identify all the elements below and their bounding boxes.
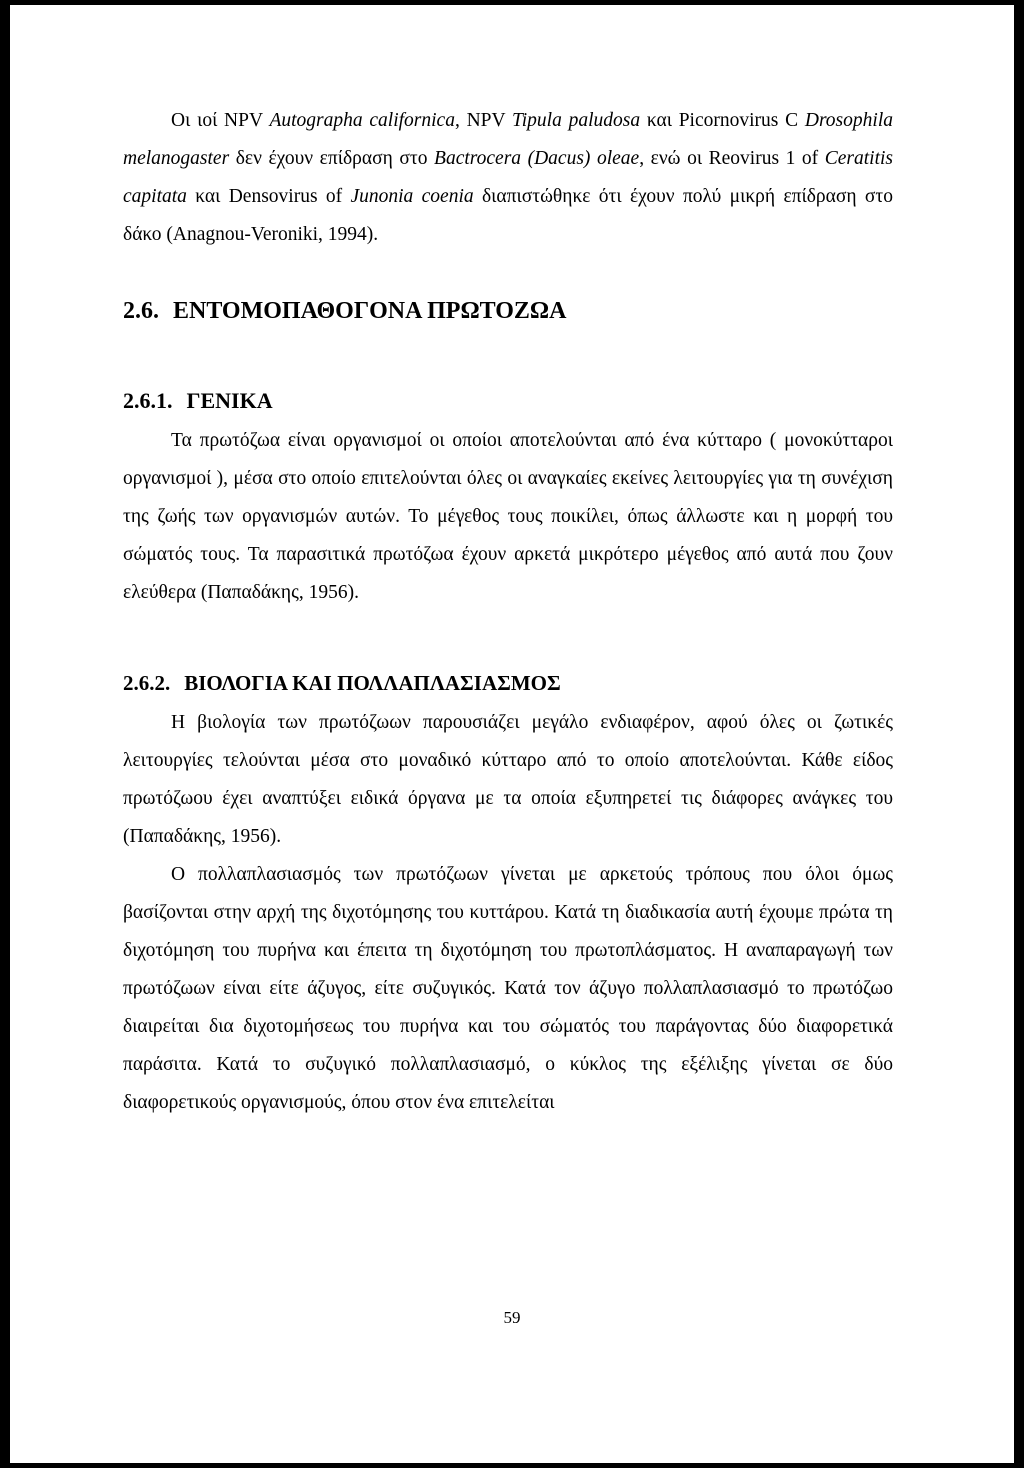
section-title: ΓΕΝΙΚΑ <box>186 388 273 413</box>
section-heading-2-6-2 <box>123 668 893 698</box>
page-number: 59 <box>503 1308 521 1327</box>
section-title: ΒΙΟΛΟΓΙΑ ΚΑΙ ΠΟΛΛΑΠΛΑΣΙΑΣΜΟΣ <box>184 671 561 695</box>
section-title: ΕΝΤΟΜΟΠΑΘΟΓΟΝΑ ΠΡΩΤΟΖΩΑ <box>173 298 567 324</box>
species-name: Drosophila melanogaster <box>123 110 893 169</box>
text-run: και Picornovirus C <box>640 110 805 131</box>
section-heading-2-6 <box>123 296 893 326</box>
species-name: Autographa californica <box>269 110 455 131</box>
text-run: διαπιστώθηκε ότι έχουν πολύ μικρή επίδραση στο δάκο (Anagnou-Veronikі, 1994). <box>123 186 894 245</box>
text-run: , ενώ οι Reovirus 1 of <box>639 148 825 169</box>
paragraph-general: Τα πρωτόζωα είναι οργανισμοί οι οποίοι αποτελούνται από ένα κύτταρο ( μονοκύτταροι οργανισμοί ), μέσα στο οποίο επιτελούνται όλες οι αναγκαίες εκείνες λειτουργίες για τη συνέχιση της ζωής των οργανισμών αυτών. Το μέγεθος τους ποικίλει, όπως άλλωστε και η μορφή του σώματός τους. Τα παρασιτικά πρωτόζωα έχουν αρκετά μικρότερο μέγεθος από αυτά που ζουν ελεύθερα (Παπαδάκης, 1956). <box>123 430 893 603</box>
document-page <box>10 5 1014 1463</box>
text-run: και Densovirus of <box>186 186 351 207</box>
species-name: Bactrocera (Dacus) oleae <box>434 148 640 169</box>
species-name: Junonia coenia <box>350 186 474 207</box>
page-content <box>123 102 893 1122</box>
section-number: 2.6.1. <box>123 388 173 413</box>
paragraph-reproduction: Ο πολλαπλασιασμός των πρωτόζωων γίνεται με αρκετούς τρόπους που όλοι όμως βασίζονται στην αρχή της διχοτόμησης του κυττάρου. Κατά τη διαδικασία αυτή έχουμε πρώτα τη διχοτόμηση του πυρήνα και έπειτα τη διχοτόμηση του πρωτοπλάσματος. Η αναπαραγωγή των πρωτόζωων είναι είτε άζυγος, είτε συζυγικός. Κατά τον άζυγο πολλαπλασιασμό το πρωτόζωο διαιρείται δια διχοτομήσεως του πυρήνα και του σώματός του παράγοντας δύο διαφορετικά παράσιτα. Κατά το συζυγικό πολλαπλασιασμό, ο κύκλος της εξέλιξης γίνεται σε δύο διαφορετικούς οργανισμούς, όπου στον ένα επιτελείται <box>123 864 893 1113</box>
text-run: Οι ιοί NPV <box>171 110 270 131</box>
paragraph-biology: Η βιολογία των πρωτόζωων παρουσιάζει μεγάλο ενδιαφέρον, αφού όλες οι ζωτικές λειτουργίες τελούνται μέσα στο μοναδικό κύτταρο από το οποίο αποτελούνται. Κάθε είδος πρωτόζωου έχει αναπτύξει ειδικά όργανα με τα οποία εξυπηρετεί τις διάφορες ανάγκες του (Παπαδάκης, 1956). <box>123 712 893 847</box>
species-name: Tipula paludosa <box>511 110 641 131</box>
section-number: 2.6.2. <box>123 671 171 695</box>
paragraph-viruses <box>123 102 893 254</box>
species-name: Ceratitis capitata <box>123 148 893 207</box>
section-heading-2-6-1 <box>123 386 893 416</box>
text-run: , NPV <box>454 110 512 131</box>
text-run: δεν έχουν επίδραση στο <box>229 148 435 169</box>
section-number: 2.6. <box>123 298 159 324</box>
